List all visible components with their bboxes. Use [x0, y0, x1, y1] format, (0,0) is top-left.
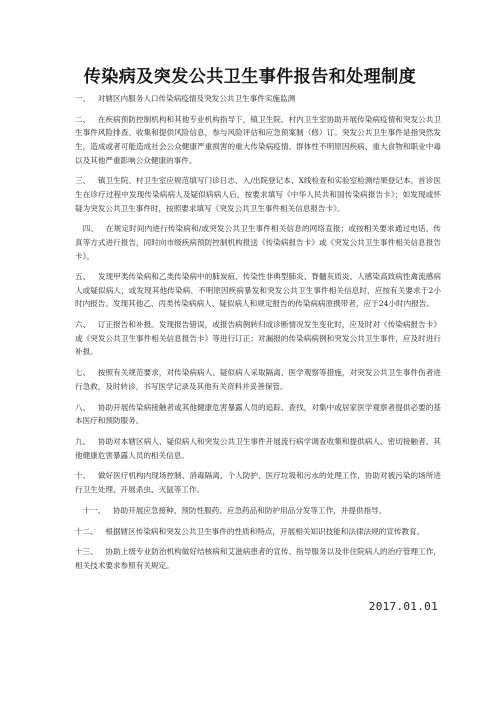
- item-text: 在疾病预防控制机构和其他专业机构指导下，镇卫生院、村内卫生室协助开展传染病疫情和突发公共卫生事件风险排查、收集和提供风险信息，参与风险评估和应急预案制（修）订。突发公共卫生事件是指突然发生，造成或者可能造成社会公众健康严重损害的重大传染病疫情、群体性不明原因疾病、重大食物和职业中毒以及其他严重影响公众健康的事件。: [75, 114, 442, 165]
- regulation-item: [75, 222, 441, 263]
- regulation-item: [75, 435, 441, 462]
- item-number: 六、: [75, 320, 91, 330]
- item-number: 四、: [82, 224, 99, 234]
- document-title: 传染病及突发公共卫生事件报告和处理制度: [83, 67, 417, 87]
- item-number: 八、: [75, 402, 91, 412]
- item-number: 十三、: [75, 547, 98, 557]
- regulation-item: [75, 545, 441, 572]
- item-number: 十一、: [82, 505, 106, 515]
- item-text: 协助对本辖区病人、疑似病人和突发公共卫生事件开展流行病学调查收集和提供病人、密切接触者、其他健康危害暴露人员的相关信息。: [75, 436, 442, 460]
- document-date: 2017.01.01: [368, 600, 438, 613]
- item-text: 对辖区内服务人口传染病疫情及突发公共卫生事件实施监测: [97, 94, 296, 103]
- regulation-items: [75, 92, 441, 580]
- item-text: 镇卫生院、村卫生室应规范填写门诊日志、入/出院登记本、X线检查和实验室检测结果登记本。首诊医生在诊疗过程中发现传染病病人及疑似病病人后，按要求填写《中华人民共和国传染病报告卡》；如发现或怀疑为突发公共卫生事件时，按照要求填写《突发公共卫生事件相关信息报告卡》。: [75, 176, 441, 213]
- regulation-item: [75, 318, 441, 359]
- item-text: 在规定时间内进行传染病和/或突发公共卫生事件相关信息的网络直报；或按相关要求通过电话、传真等方式进行报告，同时向市级疾病预防控制机构报送《传染病报告卡》或《突发公共卫生事件相关信息报告卡》。: [75, 224, 441, 261]
- item-text: 订正报告和补报。发现报告错误，或报告病例转归或诊断情况发生变化时，应及时对《传染病报告卡》或《突发公共卫生事件相关信息报告卡》等进行订正；对漏报的传染病病例和突发公共卫生事件，应及时进行补报。: [75, 320, 442, 357]
- item-number: 九、: [75, 436, 91, 446]
- item-text: 协助上级专业防治机构做好结核病和艾滋病患者的宣传、指导服务以及非住院病人的治疗管理工作，相关技术要求参照有关规定。: [75, 547, 442, 570]
- item-number: 一、: [75, 94, 91, 103]
- regulation-item: [75, 504, 441, 518]
- item-number: 三、: [75, 176, 91, 186]
- item-text: 协助开展应急接种、预防性服药、应急药品和防护用品分发等工作，并提供指导。: [112, 505, 387, 515]
- item-text: 协助开展传染病接触者或其他健康危害暴露人员的追踪、查找，对集中或居家医学观察者提供必要的基本医疗和预防服务。: [75, 402, 442, 426]
- item-text: 根据辖区传染病和突发公共卫生事件的性质和特点，开展相关知识技能和法律法规的宣传教育。: [105, 526, 425, 536]
- regulation-item: [75, 113, 441, 167]
- item-indent: [75, 224, 83, 233]
- item-indent: [75, 506, 83, 515]
- regulation-item: [75, 401, 441, 428]
- item-number: 二、: [75, 114, 91, 124]
- item-number: 七、: [75, 368, 91, 378]
- regulation-item: [75, 366, 441, 393]
- item-text: 按照有关规范要求，对传染病病人、疑似病人采取隔离、医学观察等措施，对突发公共卫生事件伤者进行急救，及时转诊，书写医学记录及其他有关资料并妥善保管。: [75, 368, 442, 391]
- regulation-item: [75, 469, 441, 496]
- regulation-item: [75, 525, 441, 539]
- item-number: 十二、: [75, 526, 98, 536]
- regulation-item: [75, 174, 441, 215]
- item-number: 五、: [75, 272, 91, 282]
- regulation-item: [75, 92, 441, 106]
- item-text: 发现甲类传染病和乙类传染病中的肺炭疽、传染性非典型肺炎、脊髓灰质炎、人感染高致病性禽流感病人或疑似病人，或发现其他传染病、不明原因疾病暴发和突发公共卫生事件相关信息时，应按有关要求于2小时内报告。发现其他乙、丙类传染病病人、疑似病人和规定报告的传染病病原携带者，应于24小时内报告。: [75, 272, 442, 309]
- regulation-item: [75, 270, 441, 311]
- item-number: 十、: [75, 471, 91, 481]
- item-text: 做好医疗机构内现场控制、消毒隔离、个人防护、医疗垃圾和污水的处理工作，协助对被污染的场所进行卫生处理、开展杀虫、灭鼠等工作。: [75, 471, 442, 494]
